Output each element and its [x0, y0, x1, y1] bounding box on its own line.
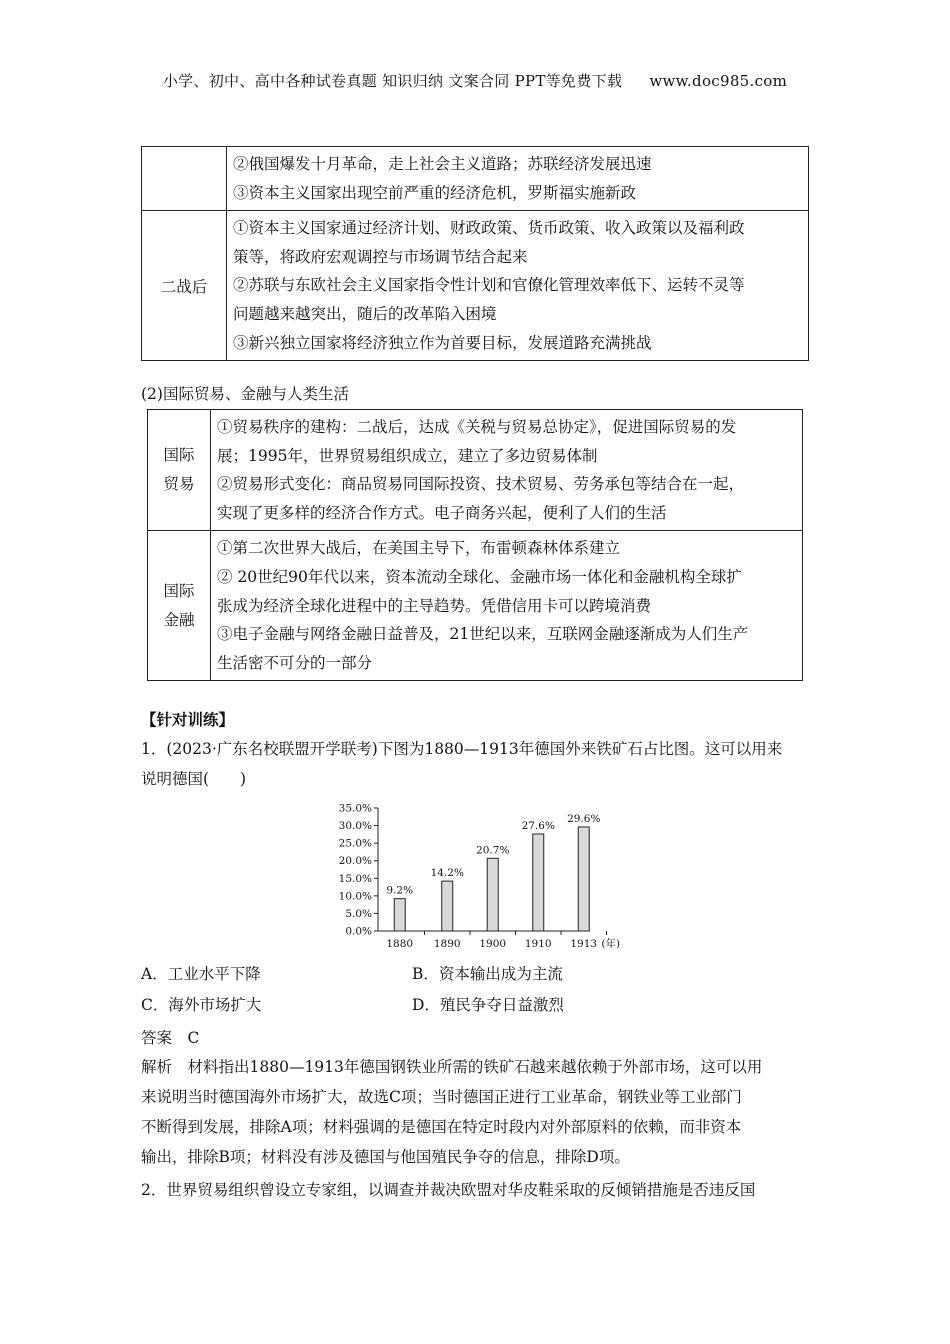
content-line: 实现了更多样的经济合作方式。电子商务兴起，便利了人们的生活	[217, 503, 667, 522]
content-line: ② 20世纪90年代以来，资本流动全球化、金融市场一体化和金融机构全球扩	[217, 567, 742, 586]
content-line: 生活密不可分的一部分	[217, 653, 373, 672]
question-1	[141, 734, 811, 794]
bar-value-label: 14.2%	[430, 867, 464, 880]
header-text: 小学、初中、高中各种试卷真题 知识归纳 文案合同 PPT等免费下载	[162, 72, 623, 90]
y-axis	[339, 803, 378, 938]
bar-value-label: 27.6%	[521, 820, 555, 833]
content-line: ①贸易秩序的建构：二战后，达成《关税与贸易总协定》，促进国际贸易的发	[217, 418, 737, 436]
table-trade-finance	[147, 409, 803, 681]
label-line: 金融	[163, 610, 195, 629]
row-content	[211, 410, 803, 531]
content-line: 展；1995年，世界贸易组织成立，建立了多边贸易体制	[217, 446, 598, 465]
question-line: 1．(2023·广东名校联盟开学联考)下图为1880—1913年德国外来铁矿石占比图。这可以用来	[141, 740, 783, 758]
question-2: 2．世界贸易组织曾设立专家组，以调查并裁决欧盟对华皮鞋采取的反倾销措施是否违反国	[141, 1181, 756, 1199]
x-tick-label: 1880	[386, 938, 414, 950]
label-line: 国际	[163, 581, 195, 600]
row-content	[211, 531, 803, 681]
bar	[394, 899, 405, 931]
answer: 答案 C	[141, 1029, 200, 1047]
analysis-line: 不断得到发展，排除A项；材料强调的是德国在特定时段内对外部原料的依赖，而非资本	[141, 1118, 742, 1136]
x-tick-label: 1900	[479, 938, 507, 950]
row-label	[142, 147, 227, 211]
row-label	[148, 410, 211, 531]
option-d[interactable]: D．殖民争夺日益激烈	[412, 996, 564, 1014]
bar	[578, 827, 589, 931]
label-line: 贸易	[163, 475, 195, 494]
table-row	[142, 147, 809, 211]
content-line: 策等，将政府宏观调控与市场调节结合起来	[233, 247, 528, 266]
row-content	[227, 211, 809, 361]
table-economic-development	[141, 146, 809, 361]
content-line: ③新兴独立国家将经济独立作为首要目标，发展道路充满挑战	[233, 333, 652, 352]
iron-ore-bar-chart	[330, 798, 630, 958]
content-line: ①第二次世界大战后，在美国主导下，布雷顿森林体系建立	[217, 539, 621, 558]
content-line: 张成为经济全球化进程中的主导趋势。凭借信用卡可以跨境消费	[217, 596, 652, 615]
y-tick-label: 30.0%	[338, 820, 372, 833]
content-line: ②俄国爆发十月革命，走上社会主义道路；苏联经济发展迅速	[233, 155, 652, 173]
analysis-line: 来说明当时德国海外市场扩大，故选C项；当时德国正进行工业革命，钢铁业等工业部门	[141, 1088, 742, 1106]
header-site: www.doc985.com	[649, 72, 788, 90]
bar	[487, 858, 498, 931]
training-title: 【针对训练】	[141, 710, 235, 729]
content-line: ①资本主义国家通过经济计划、财政政策、货币政策、收入政策以及福利政	[233, 219, 745, 238]
analysis-line: 输出，排除B项；材料没有涉及德国与他国殖民争夺的信息，排除D项。	[141, 1148, 630, 1166]
content-line: ②贸易形式变化：商品贸易同国际投资、技术贸易、劳务承包等结合在一起，	[217, 475, 745, 494]
x-tick-label: 1913	[570, 938, 598, 950]
analysis	[141, 1052, 811, 1172]
y-tick-label: 20.0%	[338, 855, 372, 868]
page-header	[0, 70, 950, 91]
analysis-line: 解析 材料指出1880—1913年德国钢铁业所需的铁矿石越来越依赖于外部市场，这可以用	[141, 1058, 763, 1076]
table-row	[148, 410, 803, 531]
y-tick-label: 35.0%	[338, 802, 372, 815]
y-tick-label: 15.0%	[338, 872, 372, 885]
question-line: 说明德国( )	[141, 770, 247, 788]
content-line: 问题越来越突出，随后的改革陷入困境	[233, 304, 497, 323]
row-label: 二战后	[142, 211, 227, 361]
table-row	[142, 211, 809, 361]
option-b[interactable]: B．资本输出成为主流	[412, 965, 563, 983]
y-tick-label: 10.0%	[338, 890, 372, 903]
bar-value-label: 20.7%	[476, 844, 510, 857]
content-line: ③电子金融与网络金融日益普及，21世纪以来，互联网金融逐渐成为人们生产	[217, 625, 749, 644]
y-tick-label: 5.0%	[345, 907, 372, 920]
option-a[interactable]: A．工业水平下降	[141, 965, 261, 983]
row-content	[227, 147, 809, 211]
x-axis-unit-label: (年)	[601, 938, 621, 950]
bar	[533, 834, 544, 931]
x-axis	[378, 931, 620, 950]
bar-value-label: 9.2%	[386, 884, 414, 897]
section-title: (2)国际贸易、金融与人类生活	[141, 385, 349, 403]
option-c[interactable]: C．海外市场扩大	[141, 996, 262, 1014]
bars	[386, 813, 600, 931]
label-line: 国际	[163, 446, 195, 465]
row-label	[148, 531, 211, 681]
y-tick-label: 25.0%	[338, 837, 372, 850]
x-tick-label: 1890	[433, 938, 461, 950]
bar	[442, 881, 453, 931]
bar-value-label: 29.6%	[567, 812, 601, 825]
content-line: ②苏联与东欧社会主义国家指令性计划和官僚化管理效率低下、运转不灵等	[233, 276, 745, 295]
x-tick-label: 1910	[524, 938, 552, 950]
table-row	[148, 531, 803, 681]
y-tick-label: 0.0%	[345, 925, 372, 938]
content-line: ③资本主义国家出现空前严重的经济危机，罗斯福实施新政	[233, 183, 637, 202]
